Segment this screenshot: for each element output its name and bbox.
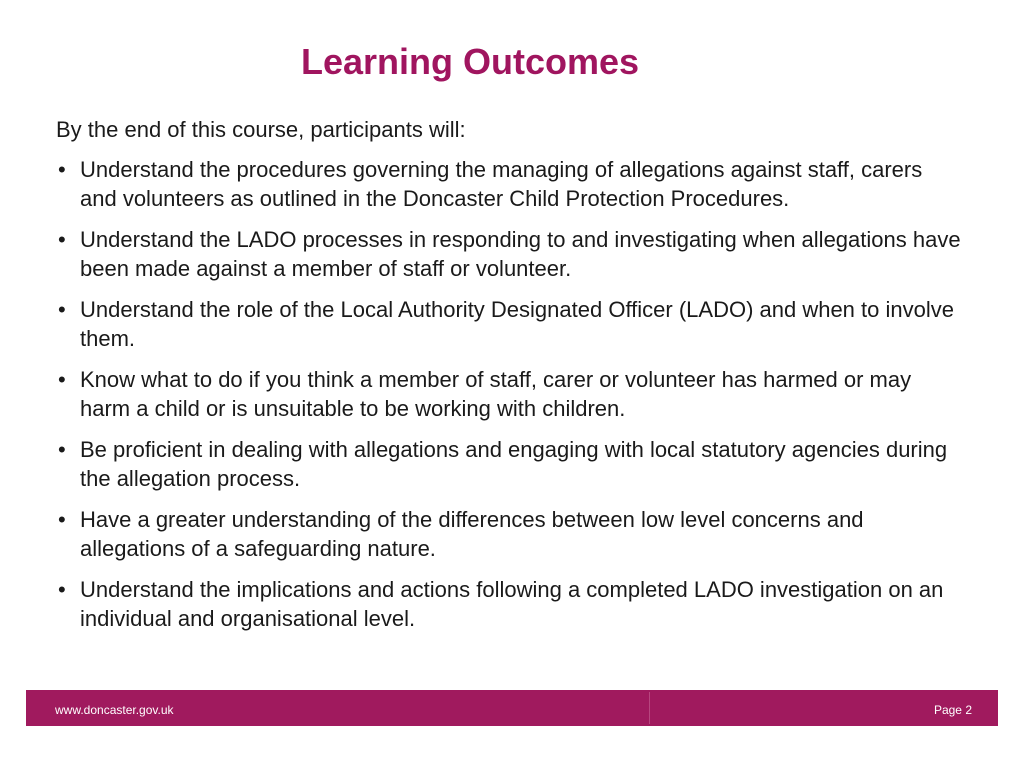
footer-url-link[interactable]: www.doncaster.gov.uk — [55, 703, 174, 717]
list-item — [56, 505, 961, 563]
list-item-text: Understand the procedures governing the managing of allegations against staff, carers and volunteers as outlined in the Doncaster Child Protection Procedures. — [80, 157, 923, 211]
list-item-text: Understand the implications and actions following a completed LADO investigation on an individual and organisational level. — [80, 577, 944, 631]
list-item-text: Know what to do if you think a member of staff, carer or volunteer has harmed or may harm a child or is unsuitable to be working with children. — [80, 367, 912, 421]
list-item — [56, 575, 961, 633]
list-item — [56, 365, 961, 423]
learning-outcomes-list — [56, 155, 961, 633]
slide-content — [56, 115, 961, 645]
bullet-icon: • — [58, 577, 66, 602]
list-item-text: Understand the role of the Local Authority Designated Officer (LADO) and when to involve them. — [80, 297, 954, 351]
list-item-text: Have a greater understanding of the differences between low level concerns and allegations of a safeguarding nature. — [80, 507, 864, 561]
bullet-icon: • — [58, 507, 66, 532]
bullet-icon: • — [58, 437, 66, 462]
bullet-icon: • — [58, 297, 66, 322]
bullet-icon: • — [58, 227, 66, 252]
list-item — [56, 225, 961, 283]
list-item-text: Understand the LADO processes in responding to and investigating when allegations have been made against a member of staff or volunteer. — [80, 227, 961, 281]
footer-bar — [26, 690, 998, 726]
list-item — [56, 155, 961, 213]
list-item — [56, 295, 961, 353]
bullet-icon: • — [58, 157, 66, 182]
page-number: Page 2 — [933, 703, 972, 717]
slide-title: Learning Outcomes — [300, 41, 640, 82]
bullet-icon: • — [58, 367, 66, 392]
footer-divider — [649, 692, 650, 724]
list-item — [56, 435, 961, 493]
intro-text: By the end of this course, participants will: — [56, 117, 466, 142]
list-item-text: Be proficient in dealing with allegations and engaging with local statutory agencies during the allegation process. — [80, 437, 948, 491]
